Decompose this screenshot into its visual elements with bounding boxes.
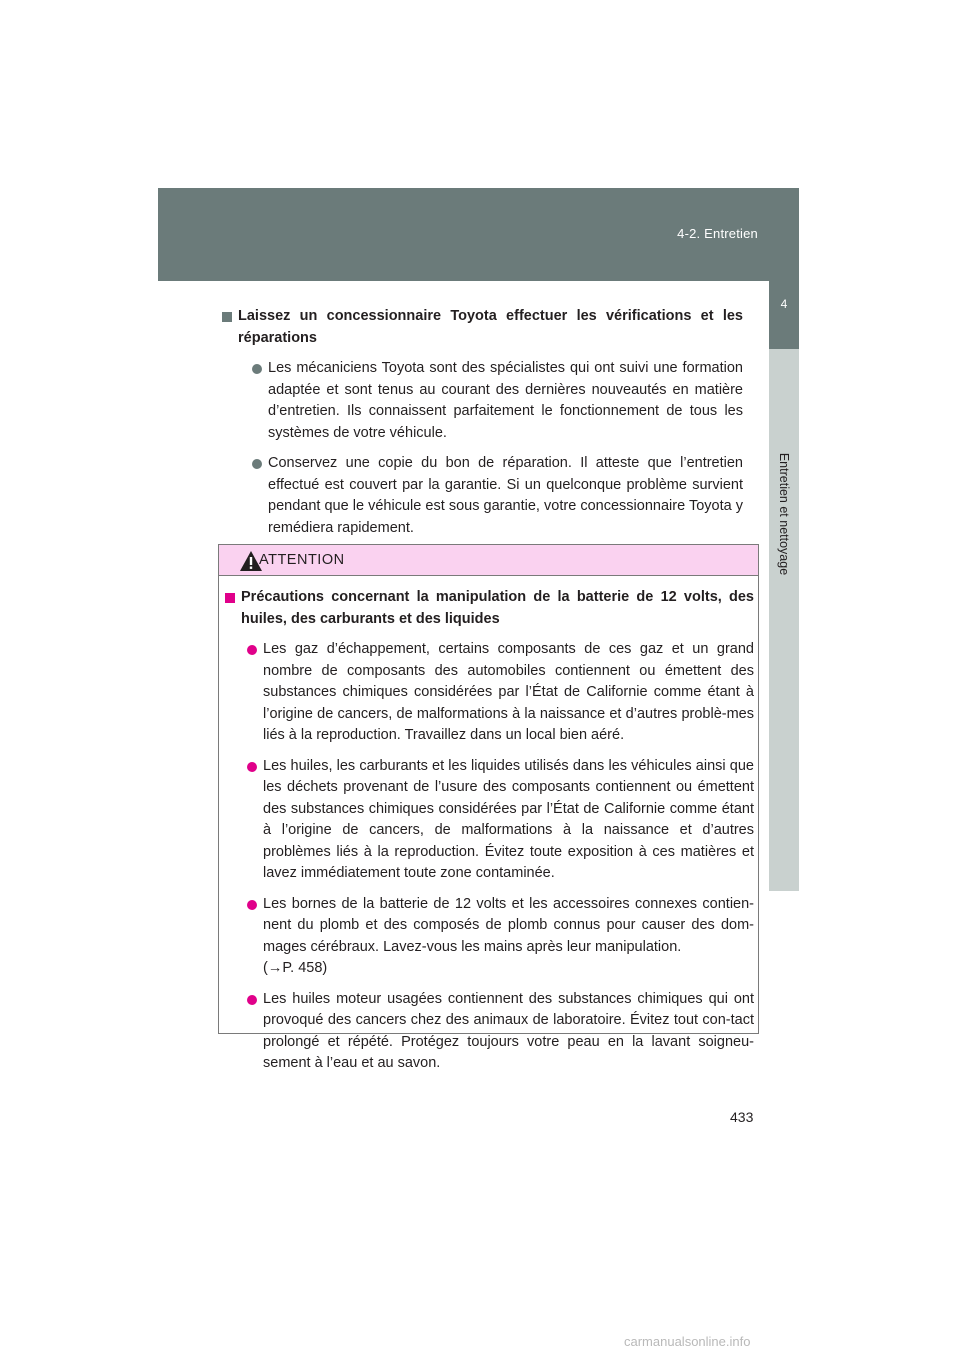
chapter-number: 4 (780, 297, 788, 311)
list-item (247, 756, 754, 885)
round-bullet-icon (252, 459, 262, 469)
chapter-tab (769, 281, 799, 349)
round-bullet-icon (247, 900, 257, 910)
round-bullet-icon (247, 762, 257, 772)
section-title: 4-2. Entretien (677, 226, 758, 241)
main-content (222, 306, 743, 539)
warning-heading (225, 587, 754, 630)
list-item-text: Les mécaniciens Toyota sont des spécialistes qui ont suivi une formation adaptée et sont tenus au courant des dernières nouveautés en matière d’entretien. Ils connaissent parfaitement le fonctionnement de tous les systèmes de votre véhicule. (268, 360, 743, 441)
square-bullet-icon (222, 312, 232, 322)
round-bullet-icon (247, 995, 257, 1005)
warning-heading-text: Précautions concernant la manipulation de la batterie de 12 volts, des huiles, des carburants et des liquides (241, 589, 754, 627)
warning-title: ATTENTION (259, 552, 345, 568)
section-heading-text: Laissez un concessionnaire Toyota effectuer les vérifications et les réparations (238, 308, 743, 346)
round-bullet-icon (247, 645, 257, 655)
warning-header (219, 545, 758, 576)
list-item-text-main: Les bornes de la batterie de 12 volts et les accessoires connexes contien-nent du plomb et des composés de plomb connus pour causer des dom-mages cérébraux. Lavez-vous les mains après leur manipulation. (263, 895, 754, 955)
warning-body (225, 587, 754, 1075)
list-item-text: Les huiles moteur usagées contiennent des substances chimiques qui ont provoqué des cancers chez des animaux de laboratoire. Évitez tout con-tact prolongé et répété. Protégez toujours votre peau en la lavant soigneu-sement à l’eau et au savon. (263, 990, 754, 1071)
watermark: carmanualsonline.info (624, 1334, 751, 1349)
list-item (252, 453, 743, 539)
list-item-text: Conservez une copie du bon de réparation. Il atteste que l’entretien effectué est couvert par la garantie. Si un quelconque problème survient pendant que le véhicule est sous garantie, votre concessionnaire Toyota y remédiera rapidement. (268, 455, 743, 536)
page-number: 433 (730, 1109, 754, 1125)
list-item-text: Les gaz d’échappement, certains composants de ces gaz et un grand nombre de composants des automobiles contiennent ou émettent des substances chimiques considérées par l’État de Californie comme étant à l’origine de cancers, de malformations à la naissance et d’autres problè-mes liés à la reproduction. Travaillez dans un local bien aéré. (263, 641, 754, 743)
list-item (247, 639, 754, 747)
chapter-title-vertical (769, 349, 799, 891)
list-item-text: Les huiles, les carburants et les liquides utilisés dans les véhicules ainsi que les déchets provenant de l’usure des composants contiennent ou émettent des substances chimiques considérées par l’État de Californie comme étant à l’origine de cancers, de malformations à la naissance et d’autres problèmes liés à la reproduction. Évitez toute exposition à ces matières et lavez immédiatement toute zone contaminée. (263, 757, 754, 881)
page-reference: (→P. 458) (263, 960, 328, 976)
round-bullet-icon (252, 364, 262, 374)
list-item (252, 358, 743, 444)
list-item-text (263, 894, 754, 980)
square-bullet-icon (225, 593, 235, 603)
list-item (247, 894, 754, 980)
list-item (247, 989, 754, 1075)
chapter-title: Entretien et nettoyage (777, 452, 791, 576)
header-band (158, 188, 799, 281)
section-heading (222, 306, 743, 349)
warning-box (218, 544, 759, 1071)
